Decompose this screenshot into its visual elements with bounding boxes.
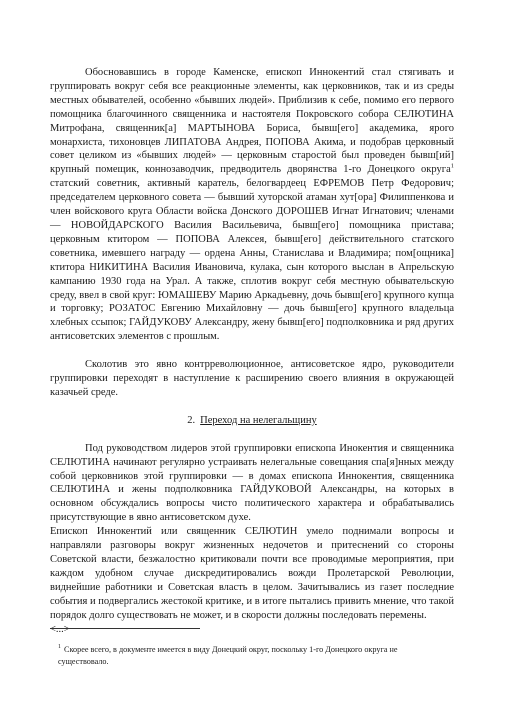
footnote-reference[interactable]: 1 bbox=[450, 162, 454, 170]
paragraph-anti-soviet-talks: Епископ Иннокентий или священник СЕЛЮТИН умело поднимали вопросы и направляли разговоры вокруг жизненных недочетов и притеснений со стороны Советской власти, безжалостно критиковали почти все проводимые мероприятия, при каждом удобном случае дискредитировались вожди Пролетарской Революции, виднейшие работники и Советская власть в целом. Зачитывались из газет последние события и подвергались жестокой критике, и в итоге пытались привить мнение, что такой порядок долго существовать не может, и в скорости должны последовать перемены. bbox=[50, 526, 454, 621]
section-number: 2. bbox=[187, 414, 196, 426]
footnote-text: Скорее всего, в документе имеется в виду Донецкий округ, поскольку 1-го Донецкого округа не существовало. bbox=[58, 645, 398, 666]
omission-mark: <...> bbox=[50, 623, 70, 635]
paragraph-1-text: Обосновавшись в городе Каменске, епископ Иннокентий стал стягивать и группировать вокруг себя все реакционные элементы, как церковников, так и из среды местных обывателей, особенно «бывших людей». Приблизив к себе, помимо его первого помощника благочинного священника и настоятеля Покровского собора СЕЛЮТИНА Митрофана, священник[а] МАРТЫНОВА Бориса, бывш[его] академика, ярого монархиста, тихоновцев ЛИПАТОВА Андрея, ПОПОВА Акима, и подобрав церковный совет целиком из «бывших людей» — церковным старостой был проведен бывш[ий] крупный помещик, коннозаводчик, предводитель дворянства 1-го Донецкого округа bbox=[50, 67, 454, 176]
paragraph-core-formed: Сколотив это явно контрреволюционное, антисоветское ядро, руководители группировки переходят в наступление к расширению своего влияния в окружающей казачьей среде. bbox=[50, 359, 454, 398]
footnote bbox=[58, 644, 450, 667]
document-body bbox=[50, 66, 454, 636]
paragraph-1-continuation: статский советник, активный каратель, белогвардеец ЕФРЕМОВ Петр Федорович; председателем церковного совета — бывший хуторской атаман хут[ора] Филиппенкова и член войскового круга Области войска Донского ДОРОШЕВ Игнат Игнатович; членами — НОВОЙДАРСКОГО Василия Васильевича, бывш[его] помощника пристава; церковным ктитором — ПОПОВА Алексея, бывш[его] действительного статского советника, имевшего награду — ордена Анны, Станислава и Владимира; пом[ощника] ктитора НИКИТИНА Василия Ивановича, кулака, сын которого выслан в Апрельскую кампанию 1930 года на Урал. А также, сплотив вокруг себя местную обывательскую среду, ввел в свой круг: ЮМАШЕВУ Марию Аркадьевну, дочь бывш[его] крупного купца и торговку; РОЗАТОС Евгению Михайловну — дочь бывш[его] крупного владельца хлебных ссыпок; ГАЙДУКОВУ Александру, жену бывш[его] подполковника и ряд других антисоветских элементов с прошлым. bbox=[50, 178, 454, 343]
paragraph-illegal-meetings: Под руководством лидеров этой группировки епископа Инокентия и священника СЕЛЮТИНА начинают регулярно устраивать нелегальные совещания спа[я]нных между собой церковников этой группировки — в домах епископа Иннокентия, священника СЕЛЮТИНА и жены подполковника ГАЙДУКОВОЙ Александры, на которых в основном обсуждались вопросы чисто политического характера и обрабатывались присутствующие в явно антисоветском духе. bbox=[50, 442, 454, 524]
footnote-separator bbox=[50, 628, 200, 629]
section-heading bbox=[50, 414, 454, 428]
footnote-number: 1 bbox=[58, 644, 61, 651]
section-title: Переход на нелегальщину bbox=[200, 414, 317, 426]
paragraph-bishop-gathering bbox=[50, 66, 454, 344]
